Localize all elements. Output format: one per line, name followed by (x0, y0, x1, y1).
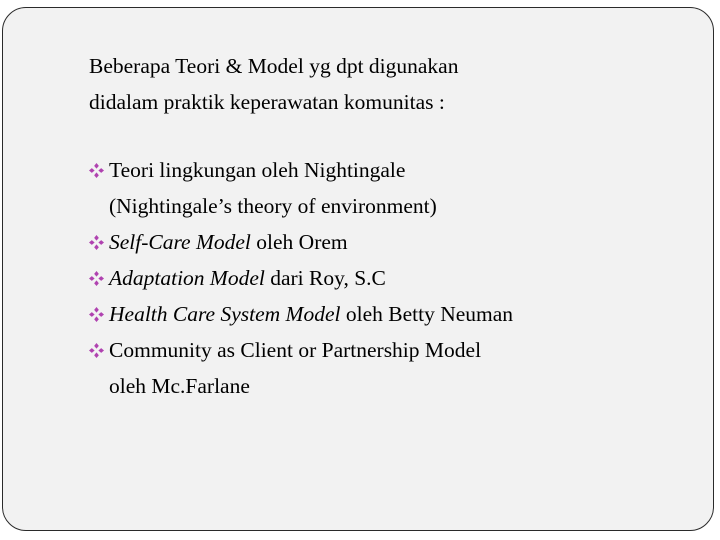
item-continuation: oleh Mc.Farlane (109, 374, 250, 398)
diamond-bullet-icon (89, 307, 104, 322)
list-item (89, 224, 513, 260)
intro-text (89, 48, 458, 120)
item-emphasis: Health Care System Model (109, 302, 341, 326)
list-item (89, 152, 513, 224)
item-text: Community as Client or Partnership Model (109, 338, 482, 362)
diamond-bullet-icon (89, 343, 104, 358)
slide-frame (2, 7, 714, 531)
intro-line-1: Beberapa Teori & Model yg dpt digunakan (89, 54, 459, 78)
bullet-list (89, 152, 513, 404)
item-text: oleh Betty Neuman (340, 302, 514, 326)
item-text: dari Roy, S.C (264, 266, 386, 290)
list-item (89, 296, 513, 332)
item-text: Teori lingkungan oleh Nightingale (109, 158, 406, 182)
item-continuation: (Nightingale’s theory of environment) (109, 194, 437, 218)
diamond-bullet-icon (89, 163, 104, 178)
item-text: oleh Orem (250, 230, 348, 254)
list-item (89, 332, 513, 404)
diamond-bullet-icon (89, 271, 104, 286)
diamond-bullet-icon (89, 235, 104, 250)
list-item (89, 260, 513, 296)
intro-line-2: didalam praktik keperawatan komunitas : (89, 90, 445, 114)
item-emphasis: Self-Care Model (109, 230, 251, 254)
item-emphasis: Adaptation Model (109, 266, 265, 290)
